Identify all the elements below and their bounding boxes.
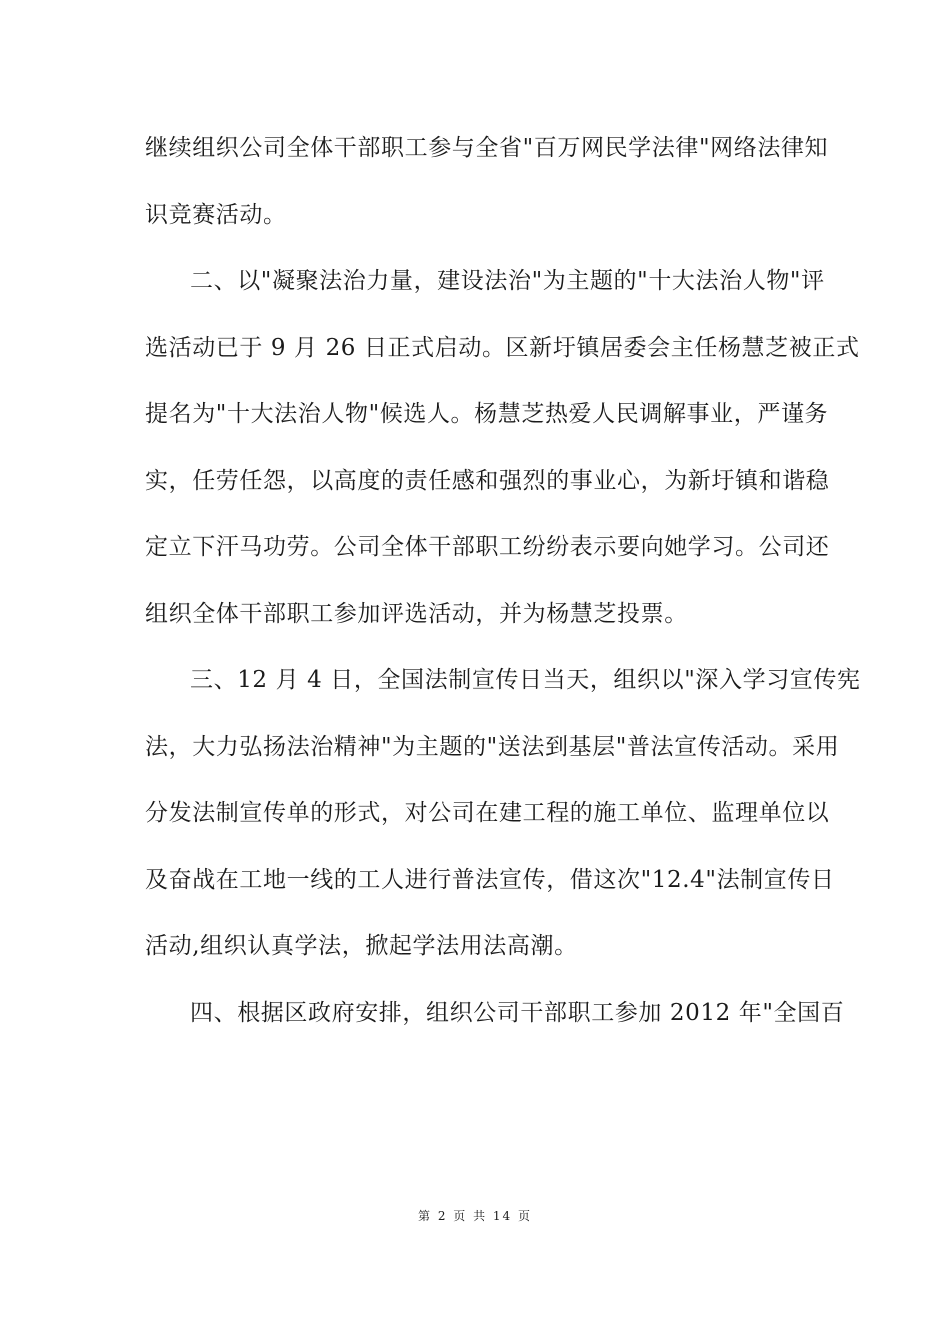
text-line: 分发法制宣传单的形式，对公司在建工程的施工单位、监理单位以 xyxy=(145,800,830,826)
text-line: 法，大力弘扬法治精神"为主题的"送法到基层"普法宣传活动。采用 xyxy=(145,733,840,760)
text-line: 组织全体干部职工参加评选活动，并为杨慧芝投票。 xyxy=(145,600,688,627)
paragraph-start-line: 四、根据区政府安排，组织公司干部职工参加 2012 年"全国百 xyxy=(190,999,845,1026)
text-line: 选活动已于 9 月 26 日正式启动。区新圩镇居委会主任杨慧芝被正式 xyxy=(145,334,860,361)
text-line: 活动,组织认真学法，掀起学法用法高潮。 xyxy=(145,933,578,959)
text-line: 实，任劳任怨，以高度的责任感和强烈的事业心，为新圩镇和谐稳 xyxy=(145,467,830,494)
text-line: 提名为"十大法治人物"候选人。杨慧芝热爱人民调解事业，严谨务 xyxy=(145,401,829,427)
page-number-footer: 第 2 页 共 14 页 xyxy=(418,1209,532,1223)
paragraph-start-line: 三、12 月 4 日，全国法制宣传日当天，组织以"深入学习宣传宪 xyxy=(190,667,861,693)
text-line: 识竞赛活动。 xyxy=(145,201,287,228)
paragraph-start-line: 二、以"凝聚法治力量，建设法治"为主题的"十大法治人物"评 xyxy=(190,268,825,294)
text-line: 继续组织公司全体干部职工参与全省"百万网民学法律"网络法律知 xyxy=(145,135,829,161)
body-text xyxy=(145,122,861,1053)
text-line: 定立下汗马功劳。公司全体干部职工纷纷表示要向她学习。公司还 xyxy=(145,534,830,560)
text-line: 及奋战在工地一线的工人进行普法宣传，借这次"12.4"法制宣传日 xyxy=(145,866,835,893)
